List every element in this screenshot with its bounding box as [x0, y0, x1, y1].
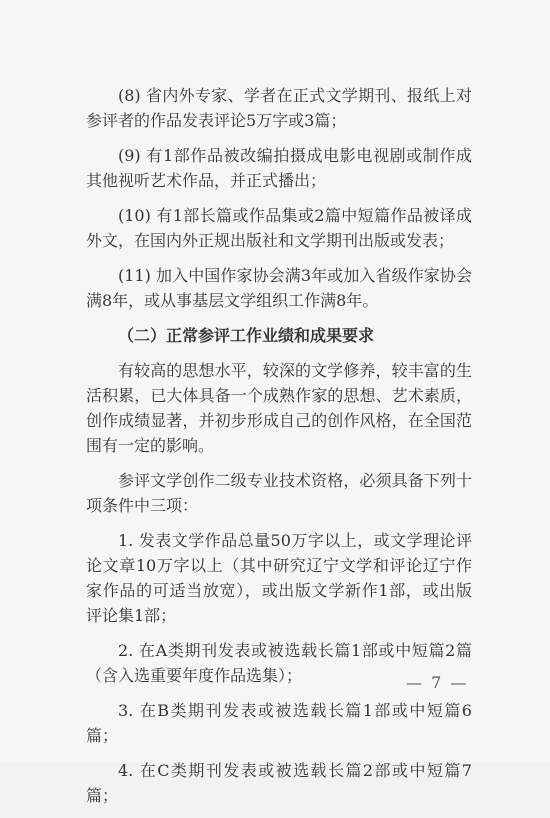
- condition-item-1: 1. 发表文学作品总量50万字以上，或文学理论评论文章10万字以上（其中研究辽宁文学和评论辽宁作家作品的可适当放宽），或出版文学新作1部，或出版评论集1部；: [86, 531, 472, 625]
- paragraph-item-8: (8) 省内外专家、学者在正式文学期刊、报纸上对参评者的作品发表评论5万字或3篇；: [86, 86, 472, 130]
- paragraph-item-11: (11) 加入中国作家协会满3年或加入省级作家协会满8年，或从事基层文学组织工作满8年。: [86, 266, 472, 310]
- page-number: — 7 —: [406, 673, 469, 692]
- condition-item-4: 4. 在C类期刊发表或被选载长篇2部或中短篇7篇；: [86, 761, 472, 805]
- document-body: [86, 83, 472, 818]
- body-paragraph-conditions-intro: 参评文学创作二级专业技术资格，必须具备下列十项条件中三项：: [86, 471, 472, 515]
- paragraph-item-10: (10) 有1部长篇或作品集或2篇中短篇作品被译成外文，在国内外正规出版社和文学期刊出版或发表；: [86, 206, 472, 250]
- condition-item-2: 2. 在A类期刊发表或被选载长篇1部或中短篇2篇（含入选重要年度作品选集）；: [86, 641, 472, 685]
- body-paragraph-requirements: 有较高的思想水平，较深的文学修养，较丰富的生活积累，已大体具备一个成熟作家的思想、艺术素质，创作成绩显著，并初步形成自己的创作风格，在全国范围有一定的影响。: [86, 361, 472, 455]
- paragraph-item-9: (9) 有1部作品被改编拍摄成电影电视剧或制作成其他视听艺术作品，并正式播出；: [86, 146, 472, 190]
- condition-item-3: 3. 在B类期刊发表或被选载长篇1部或中短篇6篇；: [86, 701, 472, 745]
- section-heading: （二）正常参评工作业绩和成果要求: [118, 326, 375, 345]
